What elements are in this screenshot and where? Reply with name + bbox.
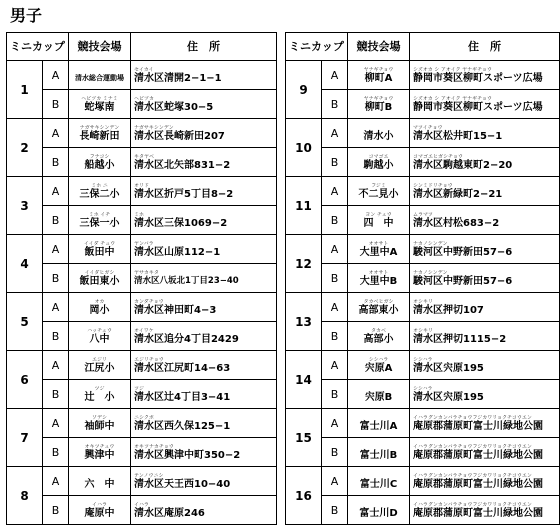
venue-cell-text: 宍原A	[364, 362, 393, 374]
slot-letter: A	[322, 119, 348, 148]
header-venue-right: 競技会場	[348, 33, 410, 61]
page-title: 男子	[10, 6, 43, 25]
venue-cell-text: 長崎新田	[79, 130, 120, 142]
venue-cell	[348, 235, 410, 264]
address-cell	[410, 90, 560, 119]
address-cell-ruby: エジリチョウ	[134, 356, 164, 363]
venue-cell-text: 八中	[89, 333, 110, 345]
column-gap	[277, 177, 286, 206]
venue-cell-text: 飯田東小	[79, 275, 120, 287]
venue-cell	[348, 264, 410, 293]
column-gap	[277, 264, 286, 293]
table-row	[7, 206, 560, 235]
cup-number: 10	[286, 119, 322, 177]
address-cell	[131, 496, 277, 525]
venue-cell-ruby: ミホ ニ	[91, 182, 108, 189]
address-cell	[131, 293, 277, 322]
venue-cell-text: 飯田中	[84, 246, 115, 258]
venue-cell-text: 興津中	[84, 449, 115, 461]
cup-number: 12	[286, 235, 322, 293]
venue-cell	[69, 206, 131, 235]
address-cell-ruby: シシハラ	[413, 385, 433, 392]
slot-letter: B	[322, 322, 348, 351]
cup-number: 11	[286, 177, 322, 235]
address-cell	[131, 61, 277, 90]
slot-letter: A	[43, 119, 69, 148]
address-cell	[410, 206, 560, 235]
address-cell-ruby: セイカイ	[134, 66, 154, 73]
venue-cell-ruby: イハラ	[92, 501, 107, 508]
venue-cell-ruby: タカベ	[370, 327, 386, 334]
address-cell	[410, 496, 560, 525]
address-cell-ruby: シズオカ シ アオイク ヤナギチョウ	[413, 66, 492, 73]
address-cell-ruby: オシキリ	[413, 327, 434, 334]
venue-cell-text: 富士川A	[359, 420, 398, 432]
address-cell	[131, 177, 277, 206]
address-cell-text: 清水区松井町15−1	[413, 130, 503, 142]
address-cell	[131, 467, 277, 496]
address-cell	[410, 148, 560, 177]
address-cell-text: 清水区北矢部831−2	[134, 159, 231, 171]
table-row	[7, 496, 560, 525]
address-cell	[131, 264, 277, 293]
venue-cell-text: 富士川B	[359, 449, 398, 461]
venue-cell-text: 高部東小	[358, 304, 399, 316]
column-gap	[277, 119, 286, 148]
address-cell-text: 清水区村松683−2	[413, 217, 500, 229]
table-row	[7, 235, 560, 264]
venue-cell-ruby: ツジ	[94, 385, 105, 392]
address-cell-text: 清水区庵原246	[134, 507, 205, 519]
column-gap	[277, 61, 286, 90]
slot-letter: A	[322, 409, 348, 438]
cup-number: 5	[7, 293, 43, 351]
venue-cell	[69, 177, 131, 206]
venue-cell-ruby: オカ	[94, 298, 105, 305]
venue-cell-ruby: コマゴエ	[368, 153, 389, 160]
cup-number: 14	[286, 351, 322, 409]
address-cell-text: 清水区駒越東町2−20	[413, 159, 513, 171]
venue-cell-text: 宍原B	[364, 391, 393, 403]
address-cell-text: 清水区宍原195	[413, 362, 484, 374]
address-cell-text: 清水区興津中町350−2	[134, 449, 241, 461]
address-cell	[410, 264, 560, 293]
address-cell	[410, 61, 560, 90]
venue-cell	[348, 61, 410, 90]
venue-cell-text: 六 中	[84, 478, 115, 490]
venue-cell-text: 大里中B	[359, 275, 398, 287]
address-cell	[131, 235, 277, 264]
column-gap	[277, 235, 286, 264]
address-cell	[131, 90, 277, 119]
address-cell-ruby: オイワケ	[134, 327, 154, 334]
address-cell-text: 清水区辻4丁目3−41	[134, 391, 231, 403]
column-gap	[277, 496, 286, 525]
venue-cell-text: 柳町A	[364, 72, 393, 84]
address-cell-text: 清水区宍原195	[413, 391, 484, 403]
venue-cell-text: 大里中A	[359, 246, 398, 258]
venue-cell	[348, 380, 410, 409]
address-cell	[410, 438, 560, 467]
venue-cell	[348, 90, 410, 119]
slot-letter: A	[322, 61, 348, 90]
address-cell-text: 清水区江尻町14−63	[134, 362, 231, 374]
address-cell	[131, 322, 277, 351]
table-row	[7, 409, 560, 438]
venue-cell-ruby: ハッチュウ	[87, 327, 112, 334]
venue-cell-text: 駒越小	[363, 159, 394, 171]
table-row	[7, 90, 560, 119]
address-cell-ruby: ナカノシンデン	[413, 240, 448, 247]
venue-cell-ruby: ヘビヅカ ミナミ	[81, 95, 118, 102]
address-cell-ruby: シシハラ	[413, 356, 433, 363]
header-venue-left: 競技会場	[69, 33, 131, 61]
table-row	[7, 293, 560, 322]
cup-number: 15	[286, 409, 322, 467]
venue-cell	[348, 322, 410, 351]
address-cell-text: 庵原郡蒲原町富士川緑地公園	[413, 420, 543, 432]
address-cell-text: 清水区押切107	[413, 304, 484, 316]
venue-cell-text: 四 中	[363, 217, 394, 229]
slot-letter: B	[43, 90, 69, 119]
slot-letter: A	[43, 61, 69, 90]
address-cell-text: 清水区山原112−1	[134, 246, 221, 258]
venue-cell	[69, 322, 131, 351]
venue-cell-ruby: オオサト	[368, 269, 389, 276]
venue-cell	[69, 90, 131, 119]
venue-cell	[348, 496, 410, 525]
address-cell	[131, 438, 277, 467]
slot-letter: A	[43, 293, 69, 322]
venue-cell-ruby: ヤナギチョウ	[363, 95, 394, 102]
venue-cell-text: 高部小	[363, 333, 394, 345]
table-row	[7, 177, 560, 206]
venue-cell	[69, 119, 131, 148]
address-cell	[131, 351, 277, 380]
slot-letter: A	[43, 409, 69, 438]
address-cell	[410, 380, 560, 409]
column-gap	[277, 351, 286, 380]
cup-number: 6	[7, 351, 43, 409]
venue-cell-ruby: ヤナギチョウ	[363, 66, 394, 73]
address-cell-ruby: イハラグンカンバラチョウフジカワリョクチコウエン	[413, 472, 532, 479]
venue-cell-ruby: フナコシ	[89, 153, 110, 160]
address-cell-ruby: マツイチョウ	[413, 124, 443, 131]
slot-letter: B	[43, 322, 69, 351]
venue-cell	[348, 177, 410, 206]
slot-letter: A	[43, 467, 69, 496]
venue-cell	[348, 119, 410, 148]
venue-cell-text: 富士川C	[359, 478, 398, 490]
address-cell-ruby: ヤンバラ	[134, 240, 154, 247]
slot-letter: B	[322, 148, 348, 177]
address-cell-text: 清水区西久保125−1	[134, 420, 231, 432]
address-cell	[410, 351, 560, 380]
slot-letter: A	[43, 177, 69, 206]
address-cell-ruby: ニシクボ	[134, 414, 154, 421]
address-cell-ruby: オリド	[134, 182, 150, 189]
cup-number: 1	[7, 61, 43, 119]
venue-cell-text: 船越小	[84, 159, 115, 171]
venue-cell	[69, 409, 131, 438]
address-cell-text: 静岡市葵区柳町スポーツ広場	[413, 72, 543, 84]
table-row	[7, 467, 560, 496]
column-gap	[277, 148, 286, 177]
address-cell	[410, 235, 560, 264]
address-cell	[131, 119, 277, 148]
address-cell-text: 清水区清開2−1−1	[134, 72, 222, 84]
address-cell-text: 清水区蛇塚30−5	[134, 101, 214, 113]
slot-letter: B	[43, 438, 69, 467]
table-row	[7, 61, 560, 90]
slot-letter: B	[43, 496, 69, 525]
address-cell-text: 清水区長崎新田207	[134, 130, 225, 142]
address-cell-text: 清水区神田町4−3	[134, 304, 217, 316]
address-cell	[410, 322, 560, 351]
table-row	[7, 264, 560, 293]
slot-letter: B	[322, 264, 348, 293]
address-cell-text: 清水区天王西10−40	[134, 478, 231, 490]
venue-cell-ruby: フジミ	[371, 182, 386, 189]
address-cell	[410, 467, 560, 496]
slot-letter: A	[43, 351, 69, 380]
address-cell-ruby: キタヤベ	[134, 153, 154, 160]
column-gap	[277, 206, 286, 235]
venue-cell	[69, 264, 131, 293]
cup-number: 13	[286, 293, 322, 351]
column-gap	[277, 293, 286, 322]
cup-number: 7	[7, 409, 43, 467]
venue-cell-ruby: ヨン チュウ	[365, 211, 392, 218]
address-cell-ruby: ナガサキシンデン	[134, 124, 174, 131]
venue-cell-text: 清水総合運動場	[75, 74, 124, 82]
header-address-right: 住 所	[410, 33, 560, 61]
header-cup-right: ミニカップ	[286, 33, 348, 61]
address-cell-ruby: カンダチョウ	[134, 298, 164, 305]
venue-cell	[69, 148, 131, 177]
address-cell-text: 庵原郡蒲原町富士川緑地公園	[413, 507, 543, 519]
venue-cell	[69, 61, 131, 90]
venue-table	[6, 32, 560, 525]
address-cell-text: 清水区三保1069−2	[134, 217, 228, 229]
venue-cell	[69, 496, 131, 525]
address-cell	[131, 380, 277, 409]
address-cell-ruby: イハラグンカンバラチョウフジカワリョクチコウエン	[413, 443, 532, 450]
venue-cell-text: 袖師中	[84, 420, 115, 432]
venue-cell	[69, 380, 131, 409]
slot-letter: B	[322, 496, 348, 525]
address-cell-text: 清水区押切1115−2	[413, 333, 507, 345]
address-cell-ruby: コマゴエヒガシチョウ	[413, 153, 463, 160]
venue-cell	[348, 293, 410, 322]
venue-cell-ruby: シシハラ	[368, 356, 389, 363]
address-cell	[410, 293, 560, 322]
column-gap	[277, 33, 286, 61]
table-row	[7, 351, 560, 380]
venue-cell	[69, 235, 131, 264]
slot-letter: A	[322, 351, 348, 380]
venue-cell-ruby: エジリ	[91, 356, 107, 363]
slot-letter: A	[322, 177, 348, 206]
venue-cell	[69, 293, 131, 322]
venue-cell-ruby: イイダヒガシ	[84, 269, 115, 276]
table-row	[7, 119, 560, 148]
venue-cell	[348, 438, 410, 467]
address-cell-text: 清水区八坂北1丁目23−40	[134, 276, 239, 287]
address-cell	[131, 409, 277, 438]
venue-cell-ruby: オキツチュウ	[84, 443, 115, 450]
address-cell-text: 清水区追分4丁目2429	[134, 333, 239, 345]
address-cell	[410, 409, 560, 438]
venue-cell-text: 富士川D	[359, 507, 398, 519]
address-cell	[410, 177, 560, 206]
address-cell-ruby: ヘビヅカ	[134, 95, 155, 102]
venue-cell-text: 庵原中	[84, 507, 115, 519]
venue-cell	[69, 351, 131, 380]
slot-letter: A	[43, 235, 69, 264]
venue-cell	[348, 351, 410, 380]
table-row	[7, 380, 560, 409]
address-cell-ruby: シズオカ シ アオイク ヤナギチョウ	[413, 95, 492, 102]
slot-letter: B	[43, 206, 69, 235]
slot-letter: A	[322, 235, 348, 264]
venue-cell-text: 江尻小	[84, 362, 115, 374]
column-gap	[277, 322, 286, 351]
cup-number: 8	[7, 467, 43, 525]
venue-cell-text: 蛇塚南	[84, 101, 115, 113]
slot-letter: B	[322, 90, 348, 119]
address-cell-text: 庵原郡蒲原町富士川緑地公園	[413, 449, 543, 461]
cup-number: 2	[7, 119, 43, 177]
address-cell-ruby: ミホ	[134, 211, 145, 218]
address-cell	[131, 148, 277, 177]
address-cell-ruby: テンノウニシ	[134, 472, 164, 479]
venue-cell	[348, 467, 410, 496]
address-cell-ruby: オキツナカチョウ	[134, 443, 174, 450]
venue-cell	[348, 148, 410, 177]
address-cell-text: 清水区折戸5丁目8−2	[134, 188, 234, 200]
column-gap	[277, 380, 286, 409]
venue-cell-text: 三保二小	[79, 188, 120, 200]
venue-cell	[69, 467, 131, 496]
address-cell-ruby: ナカノシンデン	[413, 269, 448, 276]
venue-cell-text: 不二見小	[358, 188, 399, 200]
slot-letter: B	[322, 206, 348, 235]
address-cell-text: 静岡市葵区柳町スポーツ広場	[413, 101, 543, 113]
address-cell-ruby: ムラマツ	[413, 211, 433, 218]
header-cup-left: ミニカップ	[7, 33, 69, 61]
slot-letter: B	[322, 380, 348, 409]
venue-cell	[69, 438, 131, 467]
address-cell-text: 駿河区中野新田57−6	[413, 275, 513, 287]
venue-cell-text: 柳町B	[364, 101, 393, 113]
slot-letter: B	[43, 264, 69, 293]
column-gap	[277, 438, 286, 467]
address-cell	[410, 119, 560, 148]
table-header-row	[7, 33, 560, 61]
cup-number: 4	[7, 235, 43, 293]
venue-cell-ruby: タカベヒガシ	[363, 298, 394, 305]
address-cell-text: 駿河区中野新田57−6	[413, 246, 513, 258]
address-cell	[131, 206, 277, 235]
venue-cell-ruby: ソデシ	[92, 414, 107, 421]
slot-letter: A	[322, 293, 348, 322]
table-row	[7, 438, 560, 467]
slot-letter: B	[322, 438, 348, 467]
venue-cell	[348, 206, 410, 235]
slot-letter: A	[322, 467, 348, 496]
slot-letter: B	[43, 380, 69, 409]
column-gap	[277, 467, 286, 496]
address-cell-text: 庵原郡蒲原町富士川緑地公園	[413, 478, 543, 490]
venue-cell-ruby: ミホ イチ	[88, 211, 111, 218]
venue-cell-ruby: ナガサキシンデン	[79, 124, 120, 131]
column-gap	[277, 90, 286, 119]
address-cell-text: 清水区新緑町2−21	[413, 188, 503, 200]
column-gap	[277, 409, 286, 438]
slot-letter: B	[43, 148, 69, 177]
address-cell-ruby: シンミドリチョウ	[413, 182, 453, 189]
venue-cell-text: 清水小	[363, 130, 394, 142]
address-cell-ruby: ツジ	[134, 385, 145, 392]
address-cell-ruby: イハラ	[134, 501, 149, 508]
address-cell-ruby: イハラグンカンバラチョウフジカワリョクチコウエン	[413, 414, 532, 421]
address-cell-ruby: イハラグンカンバラチョウフジカワリョクチコウエン	[413, 501, 532, 508]
table-row	[7, 148, 560, 177]
venue-cell	[348, 409, 410, 438]
cup-number: 9	[286, 61, 322, 119]
cup-number: 3	[7, 177, 43, 235]
venue-cell-text: 岡小	[89, 304, 110, 316]
venue-cell-text: 三保一小	[79, 217, 120, 229]
cup-number: 16	[286, 467, 322, 525]
venue-cell-ruby: イイダ チュウ	[83, 240, 116, 247]
venue-cell-text: 辻 小	[84, 391, 115, 403]
venue-cell-ruby: オオサト	[368, 240, 389, 247]
table-row	[7, 322, 560, 351]
header-address-left: 住 所	[131, 33, 277, 61]
address-cell-ruby: オシキリ	[413, 298, 434, 305]
address-cell-ruby: ヤサカキタ	[134, 270, 159, 277]
